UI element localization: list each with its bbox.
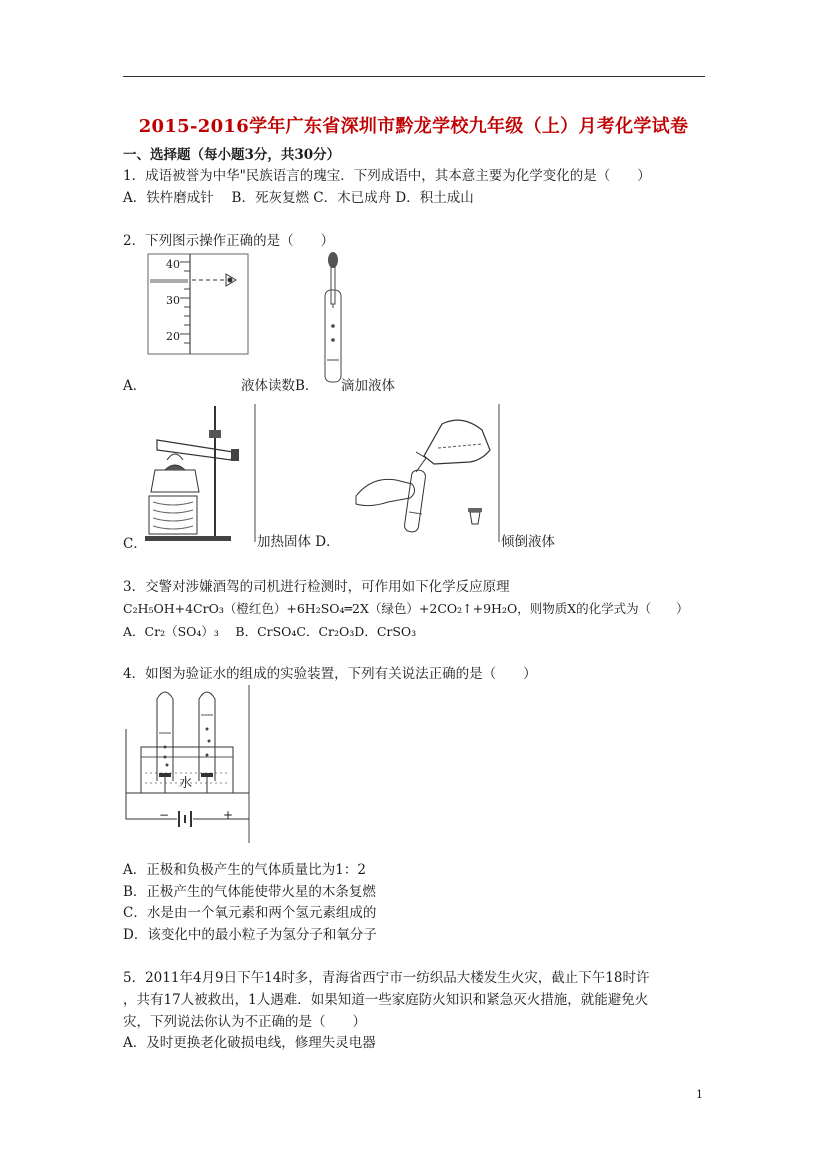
figure-dropper [318, 250, 348, 385]
q4-option-b: B．正极产生的气体能使带火星的木条复燃 [123, 884, 376, 900]
figure-electrolysis [123, 685, 253, 847]
page-number: 1 [696, 1088, 703, 1101]
q5-option-a: A．及时更换老化破损电线，修理失灵电器 [123, 1035, 376, 1051]
q3-options: A．Cr₂（SO₄）₃ B．CrSO₄C．Cr₂O₃D．CrSO₃ [123, 624, 417, 639]
header-rule [123, 76, 705, 77]
q2-c-caption: 加热固体 D． [257, 534, 340, 550]
section-heading: 一、选择题（每小题3分，共30分） [123, 147, 341, 163]
q2-a-caption: 液体读数B． [241, 378, 319, 394]
tick-label: 40 [166, 258, 180, 271]
page-title: 2015-2016学年广东省深圳市黔龙学校九年级（上）月考化学试卷 [138, 116, 689, 137]
figure-liquid-reading [140, 252, 260, 357]
q1-options: A．铁杵磨成针 B．死灰复燃 C．木已成舟 D．积土成山 [123, 190, 474, 206]
q2-a-label: A． [123, 378, 147, 394]
q3-stem: 3．交警对涉嫌酒驾的司机进行检测时，可作用如下化学反应原理 [123, 579, 510, 595]
q5-line-1: 5．2011年4月9日下午14时多，青海省西宁市一纺织品大楼发生火灾，截止下午18时许 [123, 970, 650, 986]
q4-option-c: C．水是由一个氧元素和两个氢元素组成的 [123, 905, 377, 921]
q2-stem: 2．下列图示操作正确的是（ ） [123, 233, 335, 249]
q2-d-caption: 倾倒液体 [501, 534, 555, 550]
water-label: 水 [179, 776, 193, 791]
q4-stem: 4．如图为验证水的组成的实验装置，下列有关说法正确的是（ ） [123, 666, 537, 682]
q1-stem: 1．成语被誉为中华"民族语言的瑰宝．下列成语中，其本意主要为化学变化的是（ ） [123, 168, 651, 184]
minus-sign: − [159, 808, 170, 822]
plus-sign: + [223, 808, 234, 822]
figure-heating-solid [145, 404, 260, 544]
q5-line-2: ，共有17人被救出，1人遇难．如果知道一些家庭防火知识和紧急灭火措施，就能避免火 [123, 992, 649, 1008]
q3-equation: C₂H₅OH+4CrO₃（橙红色）+6H₂SO₄═2X（绿色）+2CO₂↑+9H₂O，则物质X的化学式为（ ） [123, 601, 689, 616]
tick-label: 30 [166, 294, 180, 307]
q4-option-d: D．该变化中的最小粒子为氢分子和氧分子 [123, 927, 377, 943]
q4-option-a: A．正极和负极产生的气体质量比为1：2 [123, 862, 366, 878]
figure-pouring-liquid [352, 404, 502, 544]
q2-c-label: C． [123, 536, 147, 552]
q2-b-caption: 滴加液体 [341, 378, 395, 394]
tick-label: 20 [166, 330, 180, 343]
q5-line-3: 灾，下列说法你认为不正确的是（ ） [123, 1014, 366, 1030]
